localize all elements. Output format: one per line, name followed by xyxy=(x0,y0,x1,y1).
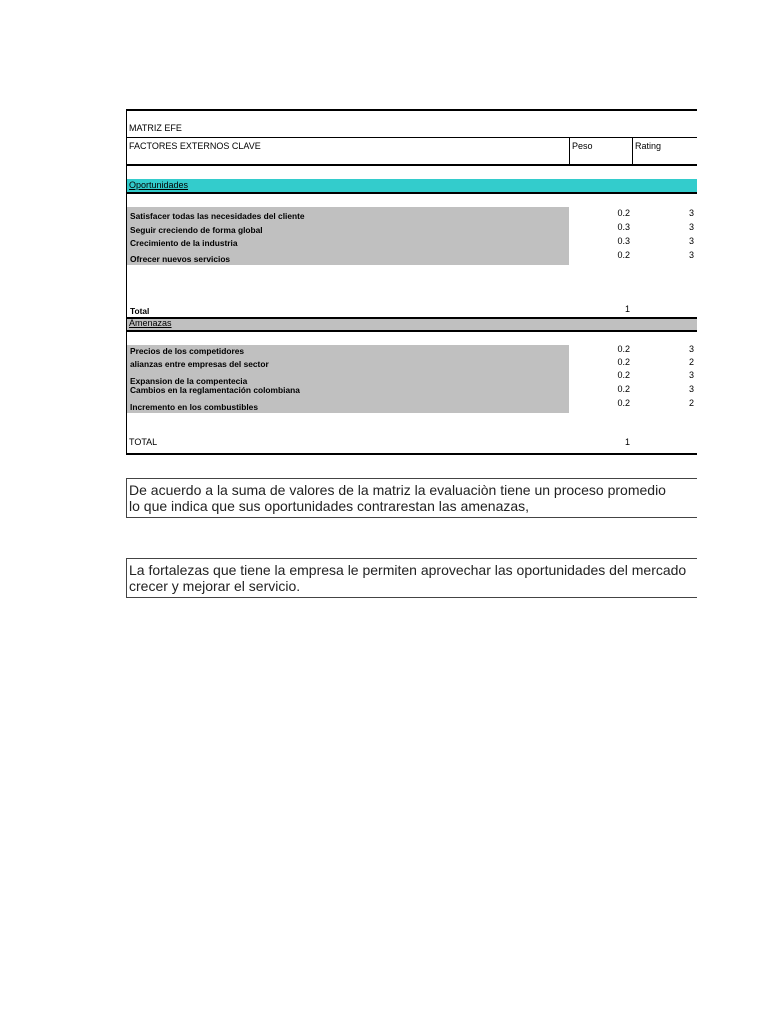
opportunity-label: Crecimiento de la industria xyxy=(130,238,238,248)
threat-rating: 3 xyxy=(688,344,694,354)
opportunities-total-label: Total xyxy=(130,306,150,316)
opportunities-header: Oportunidades xyxy=(129,180,189,190)
divider xyxy=(127,164,697,166)
column-header-rating: Rating xyxy=(635,141,662,151)
note-line: crecer y mejorar el servicio. xyxy=(129,578,301,594)
threat-peso: 0.2 xyxy=(617,384,630,394)
note-line: De acuerdo a la suma de valores de la matriz la evaluaciòn tiene un proceso promedio xyxy=(129,482,666,498)
threat-label: Incremento en los combustibles xyxy=(130,402,258,412)
note-line: La fortalezas que tiene la empresa le permiten aprovechar las oportunidades del mercado xyxy=(129,562,687,578)
opportunity-peso: 0.3 xyxy=(617,236,630,246)
conclusion-note-2 xyxy=(126,558,697,598)
opportunity-peso: 0.3 xyxy=(617,222,630,232)
opportunity-label: Seguir creciendo de forma global xyxy=(130,225,263,235)
threat-rating: 3 xyxy=(688,384,694,394)
threat-peso: 0.2 xyxy=(617,370,630,380)
opportunity-rating: 3 xyxy=(688,222,694,232)
note-line: lo que indica que sus oportunidades contrarestan las amenazas, xyxy=(129,498,530,514)
threat-label: Expansion de la compentecia xyxy=(130,376,248,386)
threat-label: alianzas entre empresas del sector xyxy=(130,359,269,369)
threat-rating: 3 xyxy=(688,370,694,380)
conclusion-note-1 xyxy=(126,478,697,518)
threats-band xyxy=(127,317,697,332)
opportunity-peso: 0.2 xyxy=(617,208,630,218)
efe-matrix-table xyxy=(126,109,697,455)
matrix-total-label: TOTAL xyxy=(129,437,158,447)
opportunity-rating: 3 xyxy=(688,236,694,246)
threat-label: Precios de los competidores xyxy=(130,346,245,356)
opportunity-label: Ofrecer nuevos servicios xyxy=(130,254,231,264)
threat-peso: 0.2 xyxy=(617,344,630,354)
matrix-title: MATRIZ EFE xyxy=(129,123,182,133)
column-header-peso: Peso xyxy=(572,141,593,151)
threat-label: Cambios en la reglamentación colombiana xyxy=(130,385,300,395)
divider xyxy=(632,137,633,165)
divider xyxy=(569,137,570,165)
threat-peso: 0.2 xyxy=(617,357,630,367)
opportunity-peso: 0.2 xyxy=(617,250,630,260)
threat-peso: 0.2 xyxy=(617,398,630,408)
divider xyxy=(127,137,697,138)
matrix-total-value: 1 xyxy=(624,437,630,447)
column-header-factors: FACTORES EXTERNOS CLAVE xyxy=(129,141,261,151)
threat-rating: 2 xyxy=(688,357,694,367)
opportunities-total-value: 1 xyxy=(624,304,630,314)
opportunity-rating: 3 xyxy=(688,250,694,260)
threats-header: Amenazas xyxy=(129,318,172,328)
divider xyxy=(127,192,697,194)
opportunity-label: Satisfacer todas las necesidades del cliente xyxy=(130,211,305,221)
opportunities-band xyxy=(127,179,697,193)
threat-rating: 2 xyxy=(688,398,694,408)
opportunity-rating: 3 xyxy=(688,208,694,218)
